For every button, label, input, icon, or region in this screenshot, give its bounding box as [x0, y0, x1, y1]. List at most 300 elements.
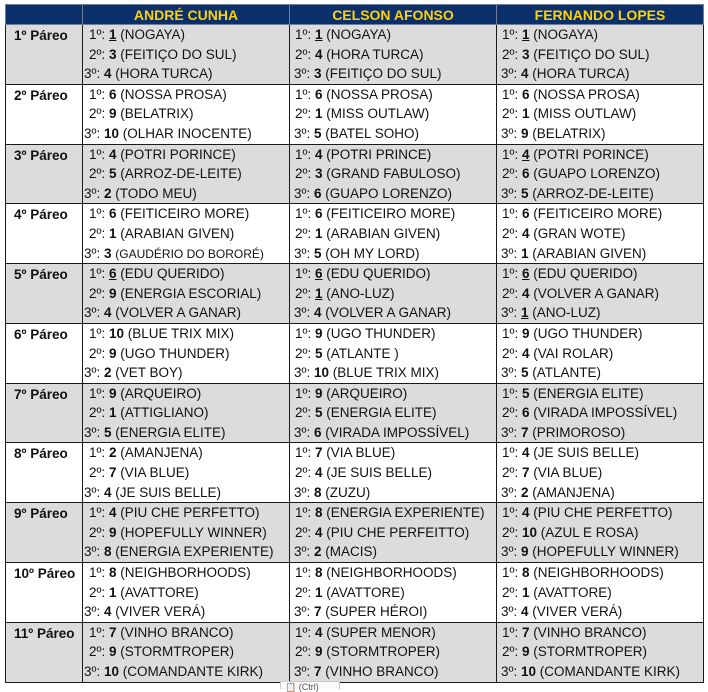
paste-options-label: (Ctrl)	[298, 682, 319, 692]
pick-line	[290, 542, 496, 562]
picks-cell	[497, 622, 704, 682]
horse-name: (PIU CHE PERFETTO)	[533, 505, 673, 521]
horse-number: 7	[521, 465, 530, 481]
pick-line	[83, 483, 289, 503]
pareo-label: 9º Páreo	[6, 503, 83, 563]
horse-number: 5	[521, 385, 530, 401]
pick-line	[497, 463, 703, 483]
pick-line	[290, 244, 496, 264]
table-row	[6, 443, 704, 503]
horse-name: (ARABIAN GIVEN)	[120, 225, 235, 241]
horse-number: 4	[520, 604, 529, 620]
pick-line	[83, 503, 289, 523]
horse-name: (VOLVER A GANAR)	[533, 285, 660, 301]
place-label: 2º:	[502, 46, 519, 62]
pick-line	[290, 523, 496, 543]
horse-name: (FEITICEIRO MORE)	[533, 206, 663, 222]
horse-name: (ANO-LUZ)	[326, 285, 395, 301]
pick-line	[497, 563, 703, 583]
place-label: 1º:	[502, 266, 519, 282]
place-label: 2º:	[89, 225, 106, 241]
place-label: 3º:	[501, 604, 518, 620]
horse-name: (NOSSA PROSA)	[120, 86, 227, 102]
horse-number: 3	[103, 245, 112, 261]
pick-line	[497, 164, 703, 184]
horse-number: 1	[314, 225, 323, 241]
pick-line	[290, 64, 496, 84]
place-label: 3º:	[294, 245, 311, 261]
place-label: 1º:	[295, 325, 312, 341]
horse-name: (BLUE TRIX MIX)	[332, 365, 440, 381]
horse-number: 1	[314, 106, 323, 122]
place-label: 1º:	[89, 86, 106, 102]
pick-line	[83, 523, 289, 543]
horse-number: 5	[313, 245, 322, 261]
place-label: 3º:	[84, 424, 101, 440]
horse-name: (ANO-LUZ)	[532, 305, 601, 321]
picks-cell	[290, 204, 497, 264]
clipboard-icon: 📋	[285, 682, 297, 692]
pick-line	[83, 423, 289, 443]
pick-line	[83, 542, 289, 562]
horse-number: 6	[313, 185, 322, 201]
horse-name: (VIVER VERÁ)	[115, 604, 206, 620]
picks-cell	[290, 264, 497, 324]
place-label: 1º:	[295, 385, 312, 401]
place-label: 1º:	[502, 325, 519, 341]
place-label: 2º:	[295, 46, 312, 62]
place-label: 2º:	[89, 166, 106, 182]
horse-name: (ARQUEIRO)	[326, 385, 408, 401]
horse-number: 6	[521, 405, 530, 421]
horse-name: (ATLANTE )	[326, 345, 399, 361]
horse-number: 7	[521, 624, 530, 640]
place-label: 2º:	[502, 465, 519, 481]
horse-number: 9	[520, 544, 529, 560]
pick-line	[497, 85, 703, 105]
horse-name: (ENERGIA ELITE)	[326, 405, 437, 421]
place-label: 2º:	[89, 345, 106, 361]
horse-name: (ARABIAN GIVEN)	[532, 245, 647, 261]
picks-cell	[290, 84, 497, 144]
place-label: 2º:	[89, 465, 106, 481]
horse-number: 5	[520, 365, 529, 381]
pick-line	[290, 423, 496, 443]
pick-line	[290, 642, 496, 662]
place-label: 2º:	[89, 644, 106, 660]
place-label: 3º:	[84, 664, 101, 679]
horse-number: 10	[103, 664, 119, 679]
horse-name: (MACIS)	[325, 544, 377, 560]
pick-line	[83, 104, 289, 124]
place-label: 1º:	[89, 325, 106, 341]
place-label: 3º:	[294, 424, 311, 440]
horse-name: (HORA TURCA)	[115, 66, 213, 82]
pick-line	[83, 224, 289, 244]
horse-name: (NOGAYA)	[533, 27, 599, 42]
horse-name: (UGO THUNDER)	[326, 325, 436, 341]
horse-name: (JE SUIS BELLE)	[533, 445, 640, 461]
predictions-table	[5, 4, 704, 683]
picks-cell	[497, 323, 704, 383]
pick-line	[497, 542, 703, 562]
horse-number: 8	[103, 544, 112, 560]
pick-line	[83, 184, 289, 204]
horse-number: 1	[314, 27, 323, 42]
place-label: 1º:	[89, 565, 106, 581]
pick-line	[290, 45, 496, 65]
place-label: 1º:	[295, 27, 312, 42]
horse-name: (FEITIÇO DO SUL)	[325, 66, 442, 82]
horse-name: (ENERGIA ESCORIAL)	[120, 285, 262, 301]
pick-line	[497, 623, 703, 643]
horse-number: 10	[521, 524, 537, 540]
horse-name: (SUPER HÉROI)	[325, 604, 428, 620]
horse-name: (FEITICEIRO MORE)	[120, 206, 250, 222]
horse-name: (POTRI PRINCE)	[326, 146, 432, 162]
pick-line	[290, 344, 496, 364]
table-row	[6, 264, 704, 324]
horse-name: (AVATTORE)	[326, 584, 405, 600]
horse-name: (NOSSA PROSA)	[326, 86, 433, 102]
picks-cell	[83, 443, 290, 503]
horse-number: 4	[314, 146, 323, 162]
horse-name: (MISS OUTLAW)	[326, 106, 430, 122]
horse-name: (PRIMOROSO)	[532, 424, 626, 440]
picks-cell	[83, 383, 290, 443]
table-row	[6, 563, 704, 623]
place-label: 3º:	[501, 305, 518, 321]
horse-number: 4	[521, 445, 530, 461]
pick-line	[497, 403, 703, 423]
place-label: 1º:	[295, 445, 312, 461]
pick-line	[497, 384, 703, 404]
horse-number: 4	[103, 604, 112, 620]
pick-line	[290, 363, 496, 383]
horse-name: (AZUL E ROSA)	[540, 524, 639, 540]
paste-options-tag[interactable]	[280, 681, 340, 692]
horse-number: 7	[108, 465, 117, 481]
horse-name: (VIA BLUE)	[120, 465, 190, 481]
horse-name: (BLUE TRIX MIX)	[127, 325, 235, 341]
horse-number: 6	[521, 86, 530, 102]
place-label: 1º:	[295, 565, 312, 581]
place-label: 1º:	[502, 565, 519, 581]
pick-line	[497, 363, 703, 383]
horse-name: (ARROZ-DE-LEITE)	[120, 166, 242, 182]
picks-cell	[83, 563, 290, 623]
horse-number: 1	[520, 305, 529, 321]
place-label: 1º:	[89, 27, 106, 42]
pick-line	[83, 443, 289, 463]
horse-number: 5	[103, 424, 112, 440]
pick-line	[290, 164, 496, 184]
pick-line	[83, 124, 289, 144]
horse-name: (VIRADA IMPOSSÍVEL)	[325, 424, 470, 440]
place-label: 2º:	[502, 584, 519, 600]
horse-name: (VINHO BRANCO)	[120, 624, 234, 640]
table-row	[6, 84, 704, 144]
pick-line	[83, 662, 289, 682]
horse-name: (OLHAR INOCENTE)	[122, 125, 252, 141]
horse-name: (VOLVER A GANAR)	[325, 305, 452, 321]
horse-name: (VIA BLUE)	[533, 465, 603, 481]
pick-line	[83, 45, 289, 65]
horse-number: 4	[314, 524, 323, 540]
place-label: 2º:	[89, 524, 106, 540]
horse-number: 1	[314, 584, 323, 600]
horse-name: (VINHO BRANCO)	[325, 664, 439, 679]
horse-number: 1	[108, 405, 117, 421]
picks-cell	[290, 503, 497, 563]
pick-line	[497, 224, 703, 244]
horse-name: (ENERGIA ELITE)	[115, 424, 226, 440]
horse-number: 1	[108, 225, 117, 241]
horse-number: 7	[314, 445, 323, 461]
horse-number: 4	[314, 465, 323, 481]
place-label: 3º:	[501, 484, 518, 500]
place-label: 1º:	[295, 505, 312, 521]
pick-line	[497, 443, 703, 463]
pick-line	[497, 642, 703, 662]
place-label: 3º:	[84, 484, 101, 500]
place-label: 3º:	[294, 664, 311, 679]
horse-number: 6	[314, 86, 323, 102]
place-label: 2º:	[502, 345, 519, 361]
pick-line	[497, 503, 703, 523]
pick-line	[83, 164, 289, 184]
pick-line	[83, 344, 289, 364]
pick-line	[290, 224, 496, 244]
horse-name: (AMANJENA)	[532, 484, 615, 500]
horse-number: 9	[314, 644, 323, 660]
place-label: 2º:	[502, 405, 519, 421]
place-label: 2º:	[89, 46, 106, 62]
pick-line	[290, 184, 496, 204]
horse-name: (AMANJENA)	[120, 445, 203, 461]
horse-name: (COMANDANTE KIRK)	[539, 664, 681, 679]
picks-cell	[83, 204, 290, 264]
horse-number: 1	[521, 584, 530, 600]
horse-number: 6	[521, 206, 530, 222]
pick-line	[497, 602, 703, 622]
horse-number: 1	[314, 285, 323, 301]
horse-number: 7	[520, 424, 529, 440]
place-label: 3º:	[84, 185, 101, 201]
place-label: 2º:	[295, 225, 312, 241]
horse-number: 4	[521, 505, 530, 521]
pick-line	[290, 602, 496, 622]
place-label: 3º:	[294, 125, 311, 141]
pick-line	[290, 324, 496, 344]
pick-line	[83, 85, 289, 105]
horse-name: (HORA TURCA)	[532, 66, 630, 82]
horse-name: (GUAPO LORENZO)	[533, 166, 661, 182]
place-label: 3º:	[501, 66, 518, 82]
horse-name: (FEITIÇO DO SUL)	[533, 46, 650, 62]
pick-line	[83, 363, 289, 383]
pick-line	[497, 662, 703, 682]
picks-cell	[290, 25, 497, 85]
horse-number: 3	[108, 46, 117, 62]
pick-line	[290, 284, 496, 304]
horse-name: (JE SUIS BELLE)	[326, 465, 433, 481]
horse-number: 10	[103, 125, 119, 141]
place-label: 3º:	[294, 365, 311, 381]
pick-line	[83, 403, 289, 423]
pick-line	[497, 45, 703, 65]
horse-name: (VAI ROLAR)	[533, 345, 614, 361]
horse-name: (MISS OUTLAW)	[533, 106, 637, 122]
pick-line	[83, 244, 289, 264]
table-row	[6, 323, 704, 383]
horse-number: 6	[108, 86, 117, 102]
horse-number: 9	[520, 125, 529, 141]
horse-number: 3	[313, 66, 322, 82]
picks-cell	[497, 144, 704, 204]
place-label: 3º:	[84, 66, 101, 82]
horse-name: (TODO MEU)	[115, 185, 197, 201]
picks-cell	[497, 563, 704, 623]
picks-cell	[497, 383, 704, 443]
horse-number: 9	[108, 524, 117, 540]
pick-line	[290, 145, 496, 165]
horse-number: 9	[108, 285, 117, 301]
horse-name: (POTRI PORINCE)	[533, 146, 649, 162]
horse-name: (BELATRIX)	[120, 106, 194, 122]
horse-name: (FEITICEIRO MORE)	[326, 206, 456, 222]
pick-line	[83, 602, 289, 622]
pick-line	[497, 104, 703, 124]
picks-cell	[290, 443, 497, 503]
horse-number: 9	[108, 106, 117, 122]
horse-number: 4	[108, 505, 117, 521]
place-label: 2º:	[295, 405, 312, 421]
horse-number: 1	[521, 106, 530, 122]
place-label: 1º:	[502, 385, 519, 401]
place-label: 1º:	[295, 206, 312, 222]
horse-name: (VET BOY)	[115, 365, 183, 381]
horse-number: 9	[108, 644, 117, 660]
picks-cell	[83, 25, 290, 85]
place-label: 2º:	[295, 106, 312, 122]
horse-number: 4	[521, 345, 530, 361]
pareo-label: 5º Páreo	[6, 264, 83, 324]
place-label: 1º:	[89, 266, 106, 282]
horse-number: 2	[108, 445, 117, 461]
pick-line	[497, 145, 703, 165]
header-fernando-lopes: FERNANDO LOPES	[497, 5, 704, 25]
pick-line	[83, 583, 289, 603]
pareo-label: 11º Páreo	[6, 622, 83, 682]
place-label: 1º:	[295, 86, 312, 102]
pick-line	[497, 344, 703, 364]
horse-name: (VIRADA IMPOSSÍVEL)	[533, 405, 678, 421]
place-label: 3º:	[294, 604, 311, 620]
pick-line	[290, 204, 496, 224]
horse-name: (NEIGHBORHOODS)	[533, 565, 664, 581]
horse-number: 4	[314, 624, 323, 640]
place-label: 3º:	[84, 125, 101, 141]
place-label: 2º:	[502, 106, 519, 122]
horse-name: (GRAN WOTE)	[533, 225, 626, 241]
horse-number: 2	[313, 544, 322, 560]
horse-name: (NOGAYA)	[120, 27, 186, 42]
pick-line	[290, 384, 496, 404]
horse-name: (GAUDÉRIO DO BORORÉ)	[115, 246, 264, 261]
place-label: 2º:	[89, 106, 106, 122]
picks-cell	[83, 323, 290, 383]
place-label: 3º:	[501, 365, 518, 381]
place-label: 2º:	[502, 644, 519, 660]
horse-number: 4	[103, 66, 112, 82]
horse-name: (GRAND FABULOSO)	[326, 166, 461, 182]
horse-number: 8	[521, 565, 530, 581]
pick-line	[497, 264, 703, 284]
pick-line	[497, 583, 703, 603]
pick-line	[83, 25, 289, 45]
pick-line	[290, 25, 496, 45]
picks-cell	[83, 144, 290, 204]
horse-name: (ARROZ-DE-LEITE)	[532, 185, 654, 201]
horse-name: (UGO THUNDER)	[120, 345, 230, 361]
corner-cell	[6, 5, 83, 25]
horse-name: (STORMTROPER)	[326, 644, 440, 660]
horse-name: (BATEL SOHO)	[325, 125, 420, 141]
horse-name: (HORA TURCA)	[326, 46, 424, 62]
horse-number: 9	[108, 385, 117, 401]
pick-line	[83, 264, 289, 284]
horse-name: (VIA BLUE)	[326, 445, 396, 461]
horse-name: (SUPER MENOR)	[326, 624, 436, 640]
horse-number: 8	[314, 565, 323, 581]
horse-number: 2	[103, 185, 112, 201]
horse-number: 9	[314, 325, 323, 341]
pick-line	[290, 662, 496, 682]
place-label: 2º:	[502, 225, 519, 241]
horse-number: 4	[521, 225, 530, 241]
pick-line	[290, 403, 496, 423]
horse-name: (ENERGIA EXPERIENTE)	[115, 544, 274, 560]
horse-number: 10	[520, 664, 536, 679]
pareo-label: 2º Páreo	[6, 84, 83, 144]
pick-line	[83, 463, 289, 483]
place-label: 2º:	[295, 345, 312, 361]
horse-name: (OH MY LORD)	[325, 245, 420, 261]
place-label: 3º:	[501, 424, 518, 440]
pareo-label: 1º Páreo	[6, 25, 83, 85]
horse-number: 1	[108, 27, 117, 42]
picks-cell	[290, 323, 497, 383]
pick-line	[83, 303, 289, 323]
horse-name: (PIU CHE PERFEITTO)	[326, 524, 470, 540]
picks-cell	[497, 443, 704, 503]
horse-number: 8	[313, 484, 322, 500]
header-andre-cunha: ANDRÉ CUNHA	[83, 5, 290, 25]
horse-name: (EDU QUERIDO)	[326, 266, 431, 282]
place-label: 3º:	[294, 484, 311, 500]
place-label: 1º:	[502, 624, 519, 640]
pick-line	[290, 443, 496, 463]
picks-cell	[497, 264, 704, 324]
pick-line	[497, 244, 703, 264]
pick-line	[83, 623, 289, 643]
picks-cell	[83, 264, 290, 324]
pareo-label: 6º Páreo	[6, 323, 83, 383]
horse-number: 4	[103, 305, 112, 321]
horse-number: 4	[314, 46, 323, 62]
pick-line	[497, 324, 703, 344]
